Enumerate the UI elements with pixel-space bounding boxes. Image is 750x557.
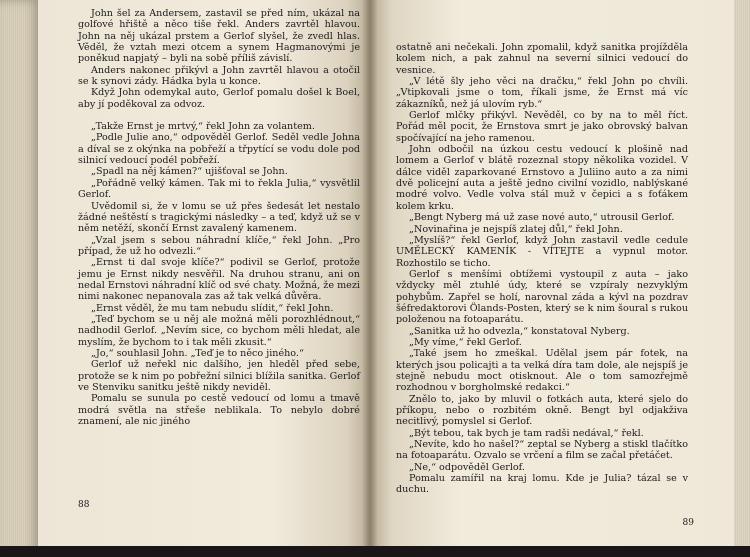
paragraph: „Teď bychom se u něj ale možná měli porozhlédnout,“ nadhodil Gerlof. „Nevím sice, co bychom měli hledat, ale myslím, že bychom to i tak měli zkusit.“ <box>78 313 360 348</box>
paragraph: Anders nakonec přikývl a John zavrtěl hlavou a otočil se k synovi zády. Hádka byla u konce. <box>78 64 360 88</box>
page-number-left: 88 <box>78 500 90 510</box>
right-page-text <box>396 42 688 496</box>
paragraph: „Spadl na něj kámen?“ ujišťoval se John. <box>91 166 288 178</box>
paragraph: „Myslíš?“ řekl Gerlof, když John zastavil vedle cedule UMĚLECKÝ KAMENÍK - VÍTEJTE a vypnul motor. Rozhostilo se ticho. <box>396 234 688 269</box>
background-shadow <box>0 546 750 557</box>
paragraph: Když John odemykal auto, Gerlof pomalu došel k Boel, aby jí poděkoval za odvoz. <box>78 87 360 110</box>
paragraph: Pomalu se sunula po cestě vedoucí od lomu a tmavě modrá světla na střeše neblikala. To nebylo dobré znamení, ale nic jiného <box>78 393 360 428</box>
page-number-right: 89 <box>682 518 694 528</box>
paragraph: „Jo,“ souhlasil John. „Teď je to něco jiného.“ <box>91 347 304 359</box>
paragraph: „Nevíte, kdo ho našel?“ zeptal se Nyberg a stiskl tlačítko na fotoaparátu. Ozvalo se vrčení a film se začal přetáčet. <box>396 439 688 462</box>
paragraph: „Ernst věděl, že mu tam nebudu slídit,“ řekl John. <box>91 302 334 314</box>
paragraph: Pomalu zamířil na kraj lomu. Kde je Julia? tázal se v duchu. <box>396 473 688 496</box>
paragraph: „Pořádně velký kámen. Tak mi to řekla Julia,“ vysvětlil Gerlof. <box>78 177 360 201</box>
paragraph: ostatně ani nečekali. John zpomalil, když sanitka projížděla kolem nich, a pak zahnul na severní silnici vedoucí do vesnice. <box>396 42 688 76</box>
page-edges-left <box>0 0 40 557</box>
paragraph: „Novinařina je nejspíš zlatej důl,“ řekl John. <box>409 223 623 235</box>
paragraph: „Vzal jsem s sebou náhradní klíče,“ řekl John. „Pro případ, že už ho odvezli.“ <box>78 234 360 257</box>
paragraph: John odbočil na úzkou cestu vedoucí k plošině nad lomem a Gerlof v blátě rozeznal stopy několika vozidel. V dálce viděl zaparkované Ernstovo a Juliino auto a za nimi dvě policejní auta a ještě jedno civilní vozidlo, nablýskané modré volvo. Vedle volva stál muž v čepici a s foťákem kolem krku. <box>396 144 688 212</box>
paragraph: Uvědomil si, že v lomu se už přes šedesát let nestalo žádné neštěstí s tragickými následky – a teď, když už se v něm netěží, skončí Ernst zavalený kamenem. <box>78 200 360 235</box>
paragraph: „Bengt Nyberg má už zase nové auto,“ utrousil Gerlof. <box>409 212 675 224</box>
paragraph: John šel za Andersem, zastavil se před ním, ukázal na golfové hřiště a něco tiše řekl. Anders zavrtěl hlavou. John na něj ukázal prstem a Gerlof slyšel, že zvedl hlas. Věděl, že vztah mezi otcem a synem Hagmanovými je poněkud napjatý – byli na sobě příliš závislí. <box>78 8 360 65</box>
paragraph: „Podle Julie ano,“ odpověděl Gerlof. Seděl vedle Johna a díval se z okýnka na pobřeží a třpytící se vodu dole pod silnicí vedoucí podél pobřeží. <box>78 132 360 167</box>
right-page <box>370 0 734 548</box>
paragraph: Gerlof už neřekl nic dalšího, jen hleděl před sebe, protože se k nim po pobřežní silnici blížila sanitka. Gerlof ve Stenviku sanitku ještě nikdy neviděl. <box>78 359 360 393</box>
paragraph: „Takže Ernst je mrtvý,“ řekl John za volantem. <box>91 121 315 133</box>
paragraph: Gerlof mlčky přikývl. Nevěděl, co by na to měl říct. Pořád měl pocit, že Ernstova smrt je jako obrovský balvan spočívající na jeho ramenou. <box>396 110 688 144</box>
paragraph: „Sanitka už ho odvezla,“ konstatoval Nyberg. <box>409 325 630 337</box>
left-page-text <box>78 8 360 427</box>
paragraph: „Být tebou, tak bych je tam radši nedával,“ řekl. <box>409 427 644 439</box>
paragraph: „Také jsem ho zmeškal. Udělal jsem pár fotek, na kterých jsou policajti a ta velká díra tam dole, ale nejspíš je stejně nebudu moct otisknout. Ale o tom samozřejmě rozhodnou v borgholmské redakci.“ <box>396 348 688 394</box>
book-spine-gutter <box>362 0 378 548</box>
paragraph: „V létě šly jeho věci na dračku,“ řekl John po chvíli. „Vtipkovali jsme o tom, říkali jsme, že Ernst má víc zákazníků, než já ulovím ryb.“ <box>396 76 688 110</box>
paragraph: „Ernst ti dal svoje klíče?“ podivil se Gerlof, protože jemu je Ernst nikdy nesvěřil. Na druhou stranu, ani on nedal Ernstovi náhradní klíč od své chaty. Možná, že mezi nimi nakonec nepanovala zas až tak velká důvěra. <box>78 257 360 303</box>
paragraph: „Ne,“ odpověděl Gerlof. <box>409 461 525 473</box>
paragraph: Znělo to, jako by mluvil o fotkách auta, které sjelo do příkopu, nebo o rozbitém okně. Bengt byl odjakživa necitlivý, pomyslel si Gerlof. <box>396 393 688 428</box>
page-edges-right <box>734 0 750 557</box>
paragraph: „My víme,“ řekl Gerlof. <box>409 336 522 348</box>
left-page <box>38 0 370 548</box>
paragraph: Gerlof s menšími obtížemi vystoupil z auta – jako vždycky měl ztuhlé údy, které se vzpíraly nezvyklým pohybům. Zapřel se holí, narovnal záda a kývl na pozdrav šéfredaktorovi Ölands-Posten, který se k nim šoural s rukou položenou na fotoaparátu. <box>396 268 688 326</box>
